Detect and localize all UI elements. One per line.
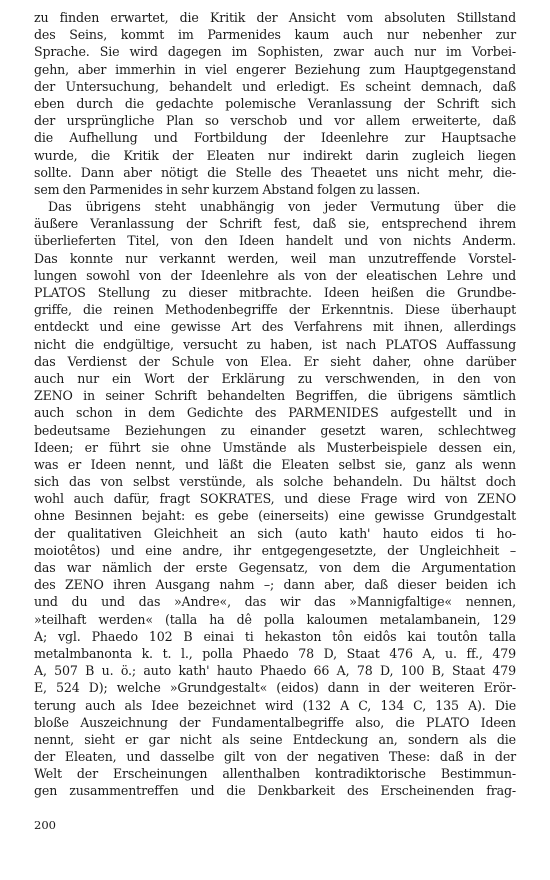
text-line: lungen sowohl von der Ideenlehre als von der eleatischen Lehre und	[34, 267, 516, 283]
text-line: Ideen; er führt sie ohne Umstände als Musterbeispiele dessen ein,	[34, 439, 516, 455]
text-line: bedeutsame Beziehungen zu einander gesetzt waren, schlechtweg	[34, 422, 516, 438]
text-line: sich das von selbst verstünde, als solche behandeln. Du hältst doch	[34, 474, 516, 490]
text-line: ohne Besinnen bejaht: es gebe (einerseits) eine gewisse Grundgestalt	[34, 508, 516, 524]
page-text	[34, 9, 516, 800]
text-line: PLATOS Stellung zu dieser mitbrachte. Ideen heißen die Grundbe-	[34, 285, 516, 300]
text-line: A; vgl. Phaedo 102 B einai ti hekaston tôn eidôs kai toutôn talla	[34, 628, 516, 644]
text-line: wohl auch dafür, fragt SOKRATES, und diese Frage wird von ZENO	[34, 491, 516, 507]
text-line: E, 524 D); welche »Grundgestalt« (eidos) dann in der weiteren Erör-	[34, 680, 516, 696]
text-line: was er Ideen nennt, und läßt die Eleaten selbst sie, ganz als wenn	[34, 456, 516, 472]
text-line: das Verdienst der Schule von Elea. Er sieht daher, ohne darüber	[34, 353, 516, 369]
text-line: bloße Auszeichnung der Fundamentalbegriffe also, die PLATO Ideen	[34, 714, 516, 730]
text-line: der qualitativen Gleichheit an sich (auto kath' hauto eidos ti ho-	[34, 525, 516, 541]
text-line: Das übrigens steht unabhängig von jeder Vermutung über die	[48, 199, 516, 215]
page-number: 200	[34, 818, 56, 832]
text-line: moiotêtos) und eine andre, ihr entgegengesetzte, der Ungleichheit –	[34, 542, 516, 558]
text-line: wurde, die Kritik der Eleaten nur indirekt darin zugleich liegen	[34, 147, 516, 163]
text-line: äußere Veranlassung der Schrift fest, daß sie, entsprechend ihrem	[34, 216, 516, 232]
text-line: der Untersuchung, behandelt und erledigt. Es scheint demnach, daß	[34, 78, 516, 94]
text-line: des Seins, kommt im Parmenides kaum auch nur nebenher zur	[34, 27, 516, 43]
text-line: sollte. Dann aber nötigt die Stelle des Theaetet uns nicht mehr, die-	[34, 164, 516, 180]
text-line: Welt der Erscheinungen allenthalben kontradiktorische Bestimmun-	[34, 766, 516, 782]
text-line: A, 507 B u. ö.; auto kath' hauto Phaedo 66 A, 78 D, 100 B, Staat 479	[34, 663, 516, 679]
text-line: eben durch die gedachte polemische Veranlassung der Schrift sich	[34, 95, 516, 111]
text-line: terung auch als Idee bezeichnet wird (132 A C, 134 C, 135 A). Die	[34, 697, 516, 713]
text-line: nicht die endgültige, versucht zu haben, ist nach PLATOS Auffassung	[34, 336, 516, 352]
text-line: ZENO in seiner Schrift behandelten Begriffen, die übrigens sämtlich	[34, 388, 516, 404]
text-line: überlieferten Titel, von den Ideen handelt und von nichts Anderm.	[34, 233, 516, 249]
text-line: der Eleaten, und dasselbe gilt von der negativen These: daß in der	[34, 749, 516, 765]
text-line: auch nur ein Wort der Erklärung zu verschwenden, in den von	[34, 370, 516, 386]
text-line: metalmbanonta k. t. l., polla Phaedo 78 D, Staat 476 A, u. ff., 479	[34, 645, 516, 661]
text-line: Das konnte nur verkannt werden, weil man unzutreffende Vorstel-	[34, 250, 516, 266]
text-line: zu finden erwartet, die Kritik der Ansicht vom absoluten Stillstand	[34, 10, 516, 25]
text-line: der ursprüngliche Plan so verschob und vor allem erweiterte, daß	[34, 113, 516, 129]
text-line: die Aufhellung und Fortbildung der Ideenlehre zur Hauptsache	[34, 130, 516, 146]
text-line: auch schon in dem Gedichte des PARMENIDES aufgestellt und in	[34, 405, 516, 421]
text-line: Sprache. Sie wird dagegen im Sophisten, zwar auch nur im Vorbei-	[34, 44, 516, 60]
text-line: sem den Parmenides in sehr kurzem Abstand folgen zu lassen.	[34, 181, 421, 197]
text-line: gehn, aber immerhin in viel engerer Beziehung zum Hauptgegenstand	[34, 61, 516, 77]
text-line: des ZENO ihren Ausgang nahm –; dann aber, daß dieser beiden ich	[34, 577, 516, 593]
text-line: und du und das »Andre«, das wir das »Mannigfaltige« nennen,	[34, 594, 516, 610]
text-line: entdeckt und eine gewisse Art des Verfahrens mit ihnen, allerdings	[34, 319, 516, 335]
text-line: »teilhaft werden« (talla ha dê polla kaloumen metalambanein, 129	[34, 611, 516, 627]
text-line: griffe, die reinen Methodenbegriffe der Erkenntnis. Diese überhaupt	[34, 302, 516, 318]
text-line: gen zusammentreffen und die Denkbarkeit des Erscheinenden frag-	[34, 783, 516, 799]
text-line: das war nämlich der erste Gegensatz, von dem die Argumentation	[34, 560, 516, 575]
text-line: nennt, sieht er gar nicht als seine Entdeckung an, sondern als die	[34, 731, 516, 747]
